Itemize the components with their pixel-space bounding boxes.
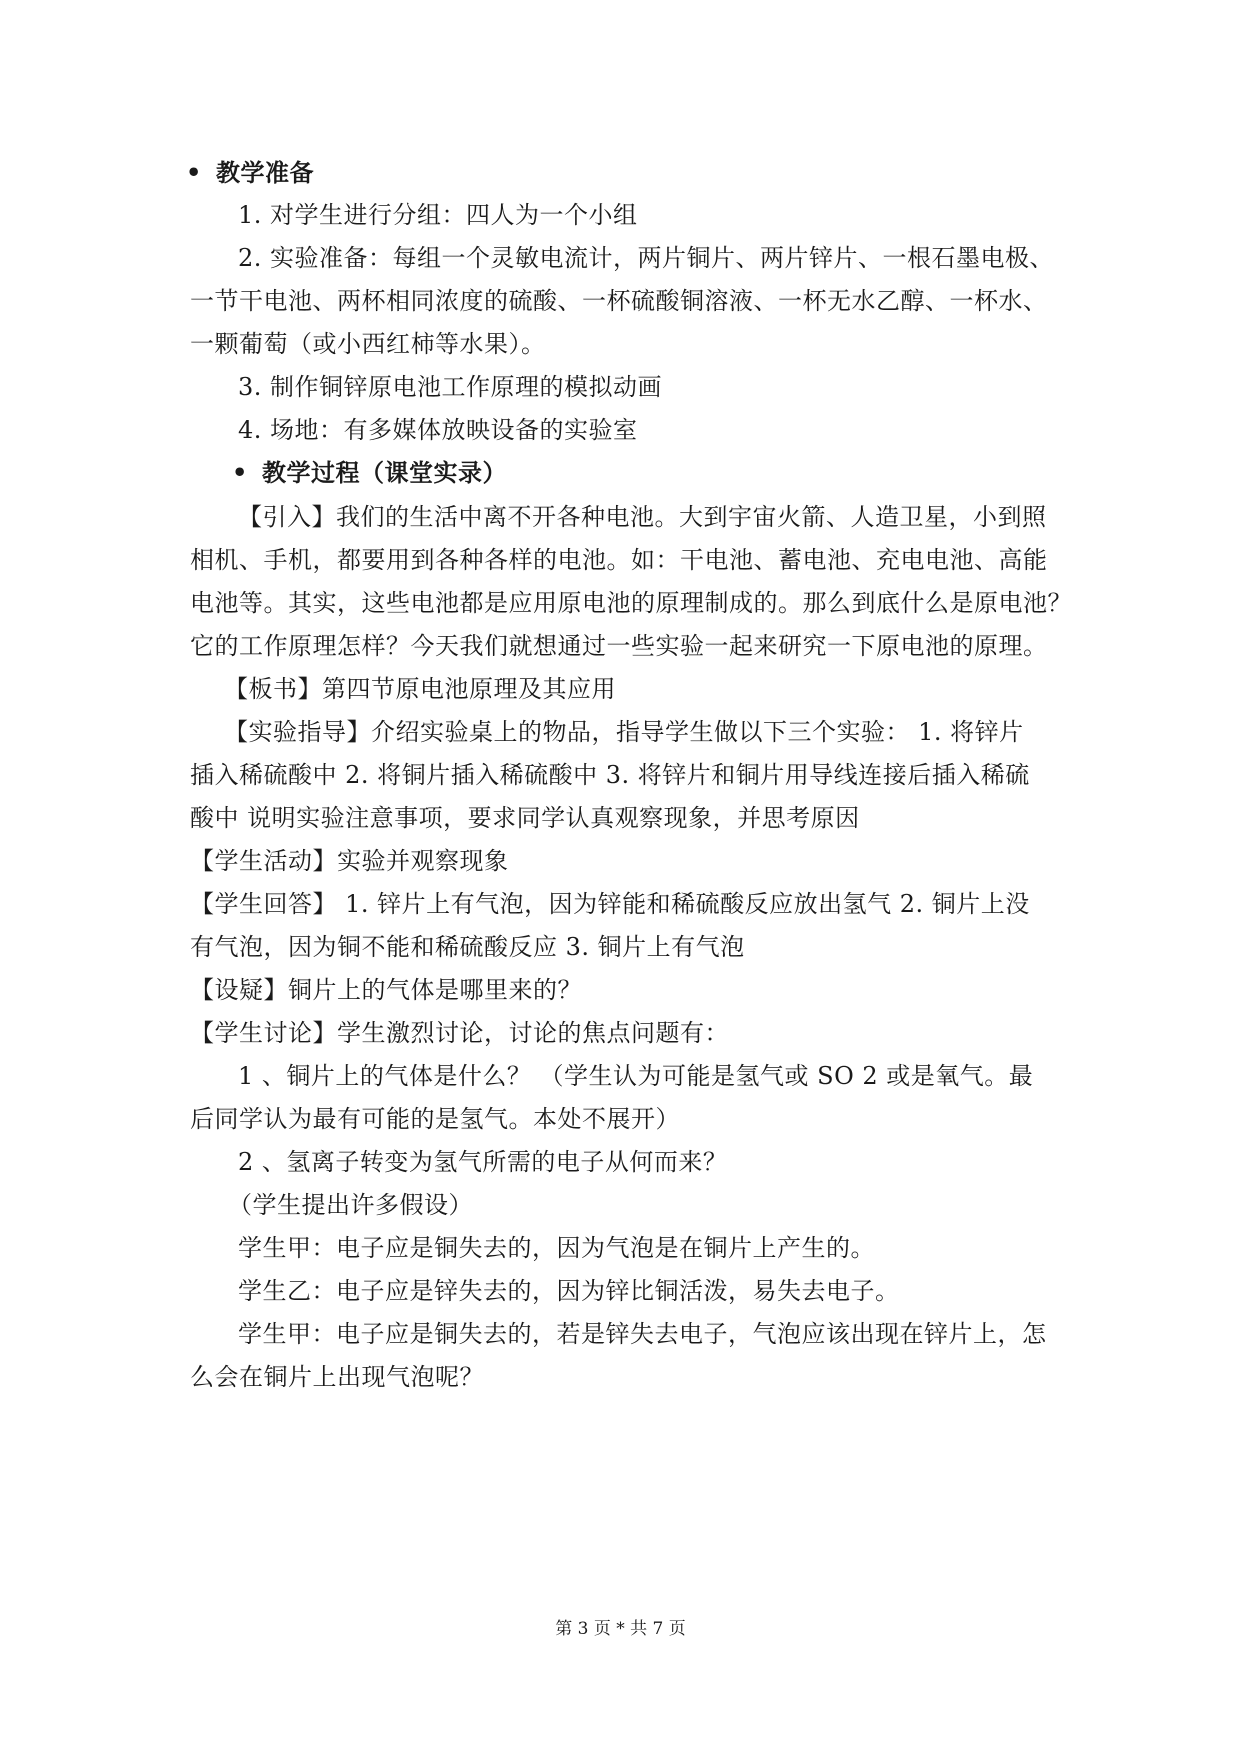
- paragraph-line: （学生提出许多假设）: [228, 1191, 473, 1219]
- paragraph-line: 有气泡，因为铜不能和稀硫酸反应 3. 铜片上有气泡: [190, 933, 745, 961]
- prep-item-2: 2. 实验准备：每组一个灵敏电流计，两片铜片、两片锌片、一根石墨电极、: [238, 244, 1055, 272]
- paragraph-line: 【引入】我们的生活中离不开各种电池。大到宇宙火箭、人造卫星，小到照: [238, 503, 1047, 531]
- paragraph-line: 酸中 说明实验注意事项，要求同学认真观察现象，并思考原因: [190, 804, 860, 832]
- paragraph-line: 【学生回答】 1. 锌片上有气泡，因为锌能和稀硫酸反应放出氢气 2. 铜片上没: [190, 890, 1030, 918]
- prep-item-2-cont: 一节干电池、两杯相同浓度的硫酸、一杯硫酸铜溶液、一杯无水乙醇、一杯水、: [190, 287, 1048, 315]
- paragraph-line: 2 、氢离子转变为氢气所需的电子从何而来？: [238, 1148, 728, 1176]
- paragraph-line: 学生甲：电子应是铜失去的，若是锌失去电子，气泡应该出现在锌片上，怎: [238, 1320, 1047, 1348]
- paragraph-line: 电池等。其实，这些电池都是应用原电池的原理制成的。那么到底什么是原电池？: [190, 589, 1072, 617]
- prep-item-1: 1. 对学生进行分组：四人为一个小组: [238, 201, 638, 229]
- page-footer: 第 3 页 * 共 7 页: [555, 1619, 686, 1639]
- paragraph-line: 学生甲：电子应是铜失去的，因为气泡是在铜片上产生的。: [238, 1234, 875, 1262]
- prep-item-4: 4. 场地：有多媒体放映设备的实验室: [238, 416, 638, 444]
- paragraph-line: 【板书】第四节原电池原理及其应用: [224, 675, 616, 703]
- prep-item-3: 3. 制作铜锌原电池工作原理的模拟动画: [238, 373, 663, 401]
- paragraph-line: 【学生活动】实验并观察现象: [190, 847, 509, 875]
- paragraph-line: 它的工作原理怎样？今天我们就想通过一些实验一起来研究一下原电池的原理。: [190, 632, 1048, 660]
- paragraph-line: 【学生讨论】学生激烈讨论，讨论的焦点问题有：: [190, 1019, 729, 1047]
- paragraph-line: 【实验指导】介绍实验桌上的物品，指导学生做以下三个实验： 1. 将锌片: [224, 718, 1024, 746]
- paragraph-line: 学生乙：电子应是锌失去的，因为锌比铜活泼，易失去电子。: [238, 1277, 900, 1305]
- bullet-icon: •: [186, 158, 202, 187]
- section-heading-prep: • 教学准备: [186, 158, 314, 187]
- paragraph-line: 么会在铜片上出现气泡呢？: [190, 1363, 484, 1391]
- bullet-icon: •: [232, 458, 248, 487]
- paragraph-line: 【设疑】铜片上的气体是哪里来的？: [190, 976, 582, 1004]
- paragraph-line: 相机、手机，都要用到各种各样的电池。如：干电池、蓄电池、充电电池、高能: [190, 546, 1048, 574]
- paragraph-line: 插入稀硫酸中 2. 将铜片插入稀硫酸中 3. 将锌片和铜片用导线连接后插入稀硫: [190, 761, 1030, 789]
- paragraph-line: 后同学认为最有可能的是氢气。本处不展开）: [190, 1105, 680, 1133]
- prep-item-2-cont2: 一颗葡萄（或小西红柿等水果）。: [190, 330, 546, 358]
- paragraph-line: 1 、铜片上的气体是什么？ （学生认为可能是氢气或 SO 2 或是氧气。最: [238, 1062, 1034, 1090]
- section-heading-process: • 教学过程（课堂实录）: [232, 458, 507, 487]
